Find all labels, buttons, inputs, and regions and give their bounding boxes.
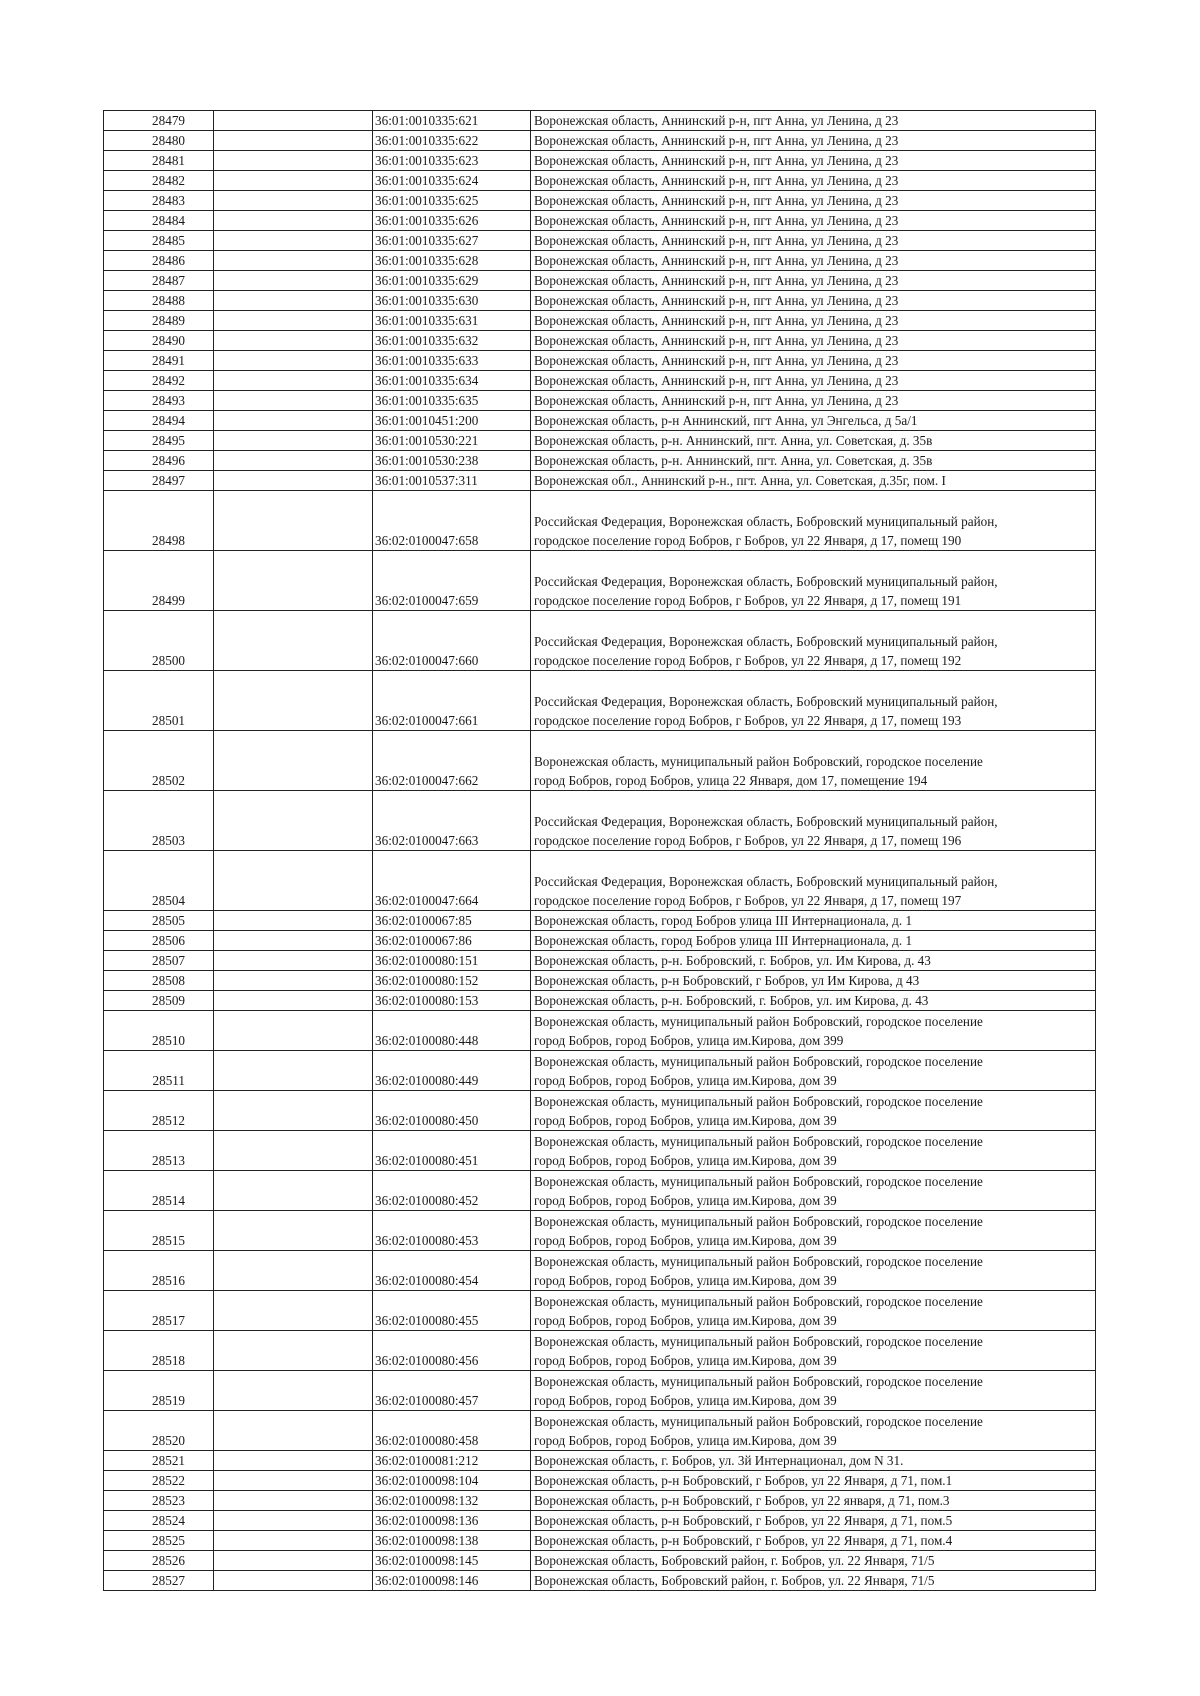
table-row xyxy=(104,1171,1096,1211)
cadastral-number-cell: 36:02:0100080:454 xyxy=(373,1251,531,1291)
cadastral-number-cell: 36:02:0100047:664 xyxy=(373,851,531,911)
empty-cell xyxy=(214,791,373,851)
empty-cell xyxy=(214,671,373,731)
table-row xyxy=(104,1131,1096,1171)
address-cell: Воронежская область, Аннинский р-н, пгт Анна, ул Ленина, д 23 xyxy=(531,151,1096,171)
address-cell: Воронежская область, р-н Бобровский, г Бобров, ул 22 Января, д 71, пом.1 xyxy=(531,1471,1096,1491)
cadastral-number-cell: 36:01:0010335:631 xyxy=(373,311,531,331)
empty-cell xyxy=(214,1451,373,1471)
empty-cell xyxy=(214,1211,373,1251)
empty-cell xyxy=(214,1171,373,1211)
address-cell: Российская Федерация, Воронежская область, Бобровский муниципальный район, городское поселение город Бобров, г Бобров, ул 22 Января, д 17, помещ 197 xyxy=(531,851,1096,911)
record-number-cell: 28520 xyxy=(104,1411,214,1451)
record-number-cell: 28490 xyxy=(104,331,214,351)
address-cell: Воронежская область, р-н. Аннинский, пгт. Анна, ул. Советская, д. 35в xyxy=(531,431,1096,451)
address-cell: Воронежская область, Аннинский р-н, пгт Анна, ул Ленина, д 23 xyxy=(531,131,1096,151)
empty-cell xyxy=(214,551,373,611)
table-row xyxy=(104,1451,1096,1471)
record-number-cell: 28491 xyxy=(104,351,214,371)
record-number-cell: 28501 xyxy=(104,671,214,731)
address-cell: Воронежская область, муниципальный район Бобровский, городское поселение город Бобров, город Бобров, улица им.Кирова, дом 39 xyxy=(531,1211,1096,1251)
address-cell: Воронежская область, муниципальный район Бобровский, городское поселение город Бобров, город Бобров, улица им.Кирова, дом 39 xyxy=(531,1331,1096,1371)
address-cell: Воронежская обл., Аннинский р-н., пгт. Анна, ул. Советская, д.35г, пом. I xyxy=(531,471,1096,491)
address-cell: Российская Федерация, Воронежская область, Бобровский муниципальный район, городское поселение город Бобров, г Бобров, ул 22 Января, д 17, помещ 192 xyxy=(531,611,1096,671)
empty-cell xyxy=(214,111,373,131)
empty-cell xyxy=(214,1551,373,1571)
empty-cell xyxy=(214,1291,373,1331)
empty-cell xyxy=(214,1471,373,1491)
address-cell: Воронежская область, муниципальный район Бобровский, городское поселение город Бобров, город Бобров, улица им.Кирова, дом 39 xyxy=(531,1371,1096,1411)
empty-cell xyxy=(214,131,373,151)
record-number-cell: 28496 xyxy=(104,451,214,471)
table-row xyxy=(104,231,1096,251)
record-number-cell: 28503 xyxy=(104,791,214,851)
empty-cell xyxy=(214,911,373,931)
empty-cell xyxy=(214,1371,373,1411)
registry-table-body xyxy=(104,111,1096,1591)
empty-cell xyxy=(214,1051,373,1091)
table-row xyxy=(104,1051,1096,1091)
record-number-cell: 28517 xyxy=(104,1291,214,1331)
address-cell: Воронежская область, р-н Бобровский, г Бобров, ул 22 Января, д 71, пом.4 xyxy=(531,1531,1096,1551)
cadastral-number-cell: 36:01:0010335:626 xyxy=(373,211,531,231)
table-row xyxy=(104,1211,1096,1251)
address-cell: Воронежская область, Аннинский р-н, пгт Анна, ул Ленина, д 23 xyxy=(531,291,1096,311)
record-number-cell: 28489 xyxy=(104,311,214,331)
address-cell: Воронежская область, муниципальный район Бобровский, городское поселение город Бобров, город Бобров, улица им.Кирова, дом 39 xyxy=(531,1171,1096,1211)
table-row xyxy=(104,851,1096,911)
record-number-cell: 28510 xyxy=(104,1011,214,1051)
table-row xyxy=(104,1091,1096,1131)
address-cell: Воронежская область, муниципальный район Бобровский, городское поселение город Бобров, город Бобров, улица им.Кирова, дом 39 xyxy=(531,1411,1096,1451)
cadastral-number-cell: 36:02:0100098:132 xyxy=(373,1491,531,1511)
empty-cell xyxy=(214,731,373,791)
cadastral-number-cell: 36:02:0100047:661 xyxy=(373,671,531,731)
address-cell: Воронежская область, муниципальный район Бобровский, городское поселение город Бобров, город Бобров, улица им.Кирова, дом 39 xyxy=(531,1251,1096,1291)
table-row xyxy=(104,131,1096,151)
record-number-cell: 28483 xyxy=(104,191,214,211)
property-registry-table xyxy=(103,110,1096,1591)
address-cell: Воронежская область, р-н Бобровский, г Бобров, ул Им Кирова, д 43 xyxy=(531,971,1096,991)
cadastral-number-cell: 36:02:0100080:452 xyxy=(373,1171,531,1211)
empty-cell xyxy=(214,271,373,291)
cadastral-number-cell: 36:02:0100080:458 xyxy=(373,1411,531,1451)
empty-cell xyxy=(214,931,373,951)
cadastral-number-cell: 36:02:0100080:151 xyxy=(373,951,531,971)
cadastral-number-cell: 36:02:0100080:457 xyxy=(373,1371,531,1411)
address-cell: Воронежская область, муниципальный район Бобровский, городское поселение город Бобров, город Бобров, улица им.Кирова, дом 39 xyxy=(531,1131,1096,1171)
table-row xyxy=(104,1531,1096,1551)
record-number-cell: 28522 xyxy=(104,1471,214,1491)
record-number-cell: 28513 xyxy=(104,1131,214,1171)
empty-cell xyxy=(214,991,373,1011)
empty-cell xyxy=(214,331,373,351)
address-cell: Воронежская область, Аннинский р-н, пгт Анна, ул Ленина, д 23 xyxy=(531,191,1096,211)
table-row xyxy=(104,391,1096,411)
empty-cell xyxy=(214,611,373,671)
table-row xyxy=(104,1571,1096,1591)
cadastral-number-cell: 36:01:0010335:628 xyxy=(373,251,531,271)
record-number-cell: 28479 xyxy=(104,111,214,131)
table-row xyxy=(104,731,1096,791)
cadastral-number-cell: 36:01:0010335:632 xyxy=(373,331,531,351)
table-row xyxy=(104,171,1096,191)
record-number-cell: 28499 xyxy=(104,551,214,611)
table-row xyxy=(104,671,1096,731)
record-number-cell: 28507 xyxy=(104,951,214,971)
table-row xyxy=(104,551,1096,611)
table-row xyxy=(104,951,1096,971)
record-number-cell: 28487 xyxy=(104,271,214,291)
table-row xyxy=(104,611,1096,671)
empty-cell xyxy=(214,471,373,491)
table-row xyxy=(104,191,1096,211)
table-row xyxy=(104,431,1096,451)
address-cell: Воронежская область, Бобровский район, г. Бобров, ул. 22 Января, 71/5 xyxy=(531,1571,1096,1591)
table-row xyxy=(104,251,1096,271)
record-number-cell: 28497 xyxy=(104,471,214,491)
cadastral-number-cell: 36:01:0010530:221 xyxy=(373,431,531,451)
cadastral-number-cell: 36:02:0100098:145 xyxy=(373,1551,531,1571)
record-number-cell: 28523 xyxy=(104,1491,214,1511)
table-row xyxy=(104,311,1096,331)
address-cell: Воронежская область, муниципальный район Бобровский, городское поселение город Бобров, город Бобров, улица 22 Января, дом 17, помещение 194 xyxy=(531,731,1096,791)
address-cell: Воронежская область, Аннинский р-н, пгт Анна, ул Ленина, д 23 xyxy=(531,171,1096,191)
record-number-cell: 28504 xyxy=(104,851,214,911)
address-cell: Российская Федерация, Воронежская область, Бобровский муниципальный район, городское поселение город Бобров, г Бобров, ул 22 Января, д 17, помещ 196 xyxy=(531,791,1096,851)
empty-cell xyxy=(214,351,373,371)
empty-cell xyxy=(214,1091,373,1131)
record-number-cell: 28512 xyxy=(104,1091,214,1131)
table-row xyxy=(104,1371,1096,1411)
record-number-cell: 28527 xyxy=(104,1571,214,1591)
record-number-cell: 28521 xyxy=(104,1451,214,1471)
table-row xyxy=(104,1011,1096,1051)
table-row xyxy=(104,291,1096,311)
record-number-cell: 28500 xyxy=(104,611,214,671)
record-number-cell: 28511 xyxy=(104,1051,214,1091)
address-cell: Воронежская область, р-н Бобровский, г Бобров, ул 22 Января, д 71, пом.5 xyxy=(531,1511,1096,1531)
address-cell: Воронежская область, р-н. Бобровский, г. Бобров, ул. им Кирова, д. 43 xyxy=(531,991,1096,1011)
cadastral-number-cell: 36:01:0010335:627 xyxy=(373,231,531,251)
cadastral-number-cell: 36:01:0010335:630 xyxy=(373,291,531,311)
record-number-cell: 28505 xyxy=(104,911,214,931)
cadastral-number-cell: 36:01:0010335:633 xyxy=(373,351,531,371)
empty-cell xyxy=(214,1571,373,1591)
cadastral-number-cell: 36:01:0010335:634 xyxy=(373,371,531,391)
cadastral-number-cell: 36:02:0100080:153 xyxy=(373,991,531,1011)
record-number-cell: 28506 xyxy=(104,931,214,951)
record-number-cell: 28525 xyxy=(104,1531,214,1551)
address-cell: Воронежская область, муниципальный район Бобровский, городское поселение город Бобров, город Бобров, улица им.Кирова, дом 39 xyxy=(531,1291,1096,1331)
address-cell: Воронежская область, Аннинский р-н, пгт Анна, ул Ленина, д 23 xyxy=(531,231,1096,251)
empty-cell xyxy=(214,311,373,331)
address-cell: Воронежская область, Аннинский р-н, пгт Анна, ул Ленина, д 23 xyxy=(531,251,1096,271)
record-number-cell: 28485 xyxy=(104,231,214,251)
empty-cell xyxy=(214,371,373,391)
table-row xyxy=(104,1511,1096,1531)
cadastral-number-cell: 36:01:0010335:621 xyxy=(373,111,531,131)
address-cell: Воронежская область, р-н Бобровский, г Бобров, ул 22 января, д 71, пом.3 xyxy=(531,1491,1096,1511)
empty-cell xyxy=(214,971,373,991)
cadastral-number-cell: 36:02:0100080:450 xyxy=(373,1091,531,1131)
cadastral-number-cell: 36:02:0100080:455 xyxy=(373,1291,531,1331)
address-cell: Воронежская область, Аннинский р-н, пгт Анна, ул Ленина, д 23 xyxy=(531,371,1096,391)
address-cell: Воронежская область, Аннинский р-н, пгт Анна, ул Ленина, д 23 xyxy=(531,111,1096,131)
address-cell: Воронежская область, Аннинский р-н, пгт Анна, ул Ленина, д 23 xyxy=(531,311,1096,331)
address-cell: Воронежская область, муниципальный район Бобровский, городское поселение город Бобров, город Бобров, улица им.Кирова, дом 399 xyxy=(531,1011,1096,1051)
table-row xyxy=(104,1551,1096,1571)
cadastral-number-cell: 36:02:0100047:660 xyxy=(373,611,531,671)
table-row xyxy=(104,491,1096,551)
table-row xyxy=(104,971,1096,991)
record-number-cell: 28498 xyxy=(104,491,214,551)
record-number-cell: 28486 xyxy=(104,251,214,271)
table-row xyxy=(104,791,1096,851)
empty-cell xyxy=(214,1251,373,1291)
empty-cell xyxy=(214,851,373,911)
cadastral-number-cell: 36:02:0100080:453 xyxy=(373,1211,531,1251)
empty-cell xyxy=(214,451,373,471)
address-cell: Воронежская область, город Бобров улица III Интернационала, д. 1 xyxy=(531,931,1096,951)
empty-cell xyxy=(214,211,373,231)
table-row xyxy=(104,371,1096,391)
record-number-cell: 28493 xyxy=(104,391,214,411)
cadastral-number-cell: 36:02:0100098:146 xyxy=(373,1571,531,1591)
table-row xyxy=(104,1251,1096,1291)
record-number-cell: 28482 xyxy=(104,171,214,191)
record-number-cell: 28524 xyxy=(104,1511,214,1531)
record-number-cell: 28508 xyxy=(104,971,214,991)
cadastral-number-cell: 36:02:0100067:86 xyxy=(373,931,531,951)
empty-cell xyxy=(214,1131,373,1171)
empty-cell xyxy=(214,291,373,311)
empty-cell xyxy=(214,1491,373,1511)
empty-cell xyxy=(214,1531,373,1551)
empty-cell xyxy=(214,491,373,551)
address-cell: Воронежская область, Аннинский р-н, пгт Анна, ул Ленина, д 23 xyxy=(531,271,1096,291)
table-row xyxy=(104,991,1096,1011)
record-number-cell: 28515 xyxy=(104,1211,214,1251)
address-cell: Воронежская область, Бобровский район, г. Бобров, ул. 22 Января, 71/5 xyxy=(531,1551,1096,1571)
record-number-cell: 28481 xyxy=(104,151,214,171)
empty-cell xyxy=(214,151,373,171)
cadastral-number-cell: 36:01:0010335:624 xyxy=(373,171,531,191)
cadastral-number-cell: 36:02:0100047:658 xyxy=(373,491,531,551)
record-number-cell: 28514 xyxy=(104,1171,214,1211)
cadastral-number-cell: 36:02:0100080:456 xyxy=(373,1331,531,1371)
cadastral-number-cell: 36:01:0010530:238 xyxy=(373,451,531,471)
table-row xyxy=(104,1411,1096,1451)
cadastral-number-cell: 36:01:0010335:629 xyxy=(373,271,531,291)
cadastral-number-cell: 36:01:0010451:200 xyxy=(373,411,531,431)
table-row xyxy=(104,931,1096,951)
table-row xyxy=(104,1491,1096,1511)
record-number-cell: 28488 xyxy=(104,291,214,311)
cadastral-number-cell: 36:02:0100047:659 xyxy=(373,551,531,611)
cadastral-number-cell: 36:01:0010335:625 xyxy=(373,191,531,211)
cadastral-number-cell: 36:02:0100080:449 xyxy=(373,1051,531,1091)
empty-cell xyxy=(214,1511,373,1531)
record-number-cell: 28502 xyxy=(104,731,214,791)
table-row xyxy=(104,911,1096,931)
record-number-cell: 28495 xyxy=(104,431,214,451)
address-cell: Воронежская область, Аннинский р-н, пгт Анна, ул Ленина, д 23 xyxy=(531,331,1096,351)
record-number-cell: 28518 xyxy=(104,1331,214,1371)
empty-cell xyxy=(214,391,373,411)
cadastral-number-cell: 36:02:0100080:451 xyxy=(373,1131,531,1171)
empty-cell xyxy=(214,251,373,271)
record-number-cell: 28509 xyxy=(104,991,214,1011)
table-row xyxy=(104,151,1096,171)
address-cell: Российская Федерация, Воронежская область, Бобровский муниципальный район, городское поселение город Бобров, г Бобров, ул 22 Января, д 17, помещ 193 xyxy=(531,671,1096,731)
table-row xyxy=(104,451,1096,471)
record-number-cell: 28484 xyxy=(104,211,214,231)
table-row xyxy=(104,331,1096,351)
empty-cell xyxy=(214,1331,373,1371)
address-cell: Воронежская область, муниципальный район Бобровский, городское поселение город Бобров, город Бобров, улица им.Кирова, дом 39 xyxy=(531,1091,1096,1131)
cadastral-number-cell: 36:01:0010335:622 xyxy=(373,131,531,151)
cadastral-number-cell: 36:02:0100098:138 xyxy=(373,1531,531,1551)
table-row xyxy=(104,1471,1096,1491)
table-row xyxy=(104,411,1096,431)
address-cell: Воронежская область, Аннинский р-н, пгт Анна, ул Ленина, д 23 xyxy=(531,391,1096,411)
table-row xyxy=(104,471,1096,491)
empty-cell xyxy=(214,191,373,211)
address-cell: Воронежская область, муниципальный район Бобровский, городское поселение город Бобров, город Бобров, улица им.Кирова, дом 39 xyxy=(531,1051,1096,1091)
address-cell: Воронежская область, Аннинский р-н, пгт Анна, ул Ленина, д 23 xyxy=(531,211,1096,231)
cadastral-number-cell: 36:02:0100098:104 xyxy=(373,1471,531,1491)
cadastral-number-cell: 36:02:0100081:212 xyxy=(373,1451,531,1471)
address-cell: Воронежская область, город Бобров улица III Интернационала, д. 1 xyxy=(531,911,1096,931)
cadastral-number-cell: 36:02:0100067:85 xyxy=(373,911,531,931)
record-number-cell: 28519 xyxy=(104,1371,214,1411)
address-cell: Российская Федерация, Воронежская область, Бобровский муниципальный район, городское поселение город Бобров, г Бобров, ул 22 Января, д 17, помещ 190 xyxy=(531,491,1096,551)
address-cell: Воронежская область, г. Бобров, ул. 3й Интернационал, дом N 31. xyxy=(531,1451,1096,1471)
cadastral-number-cell: 36:02:0100080:448 xyxy=(373,1011,531,1051)
table-row xyxy=(104,271,1096,291)
empty-cell xyxy=(214,411,373,431)
empty-cell xyxy=(214,231,373,251)
record-number-cell: 28516 xyxy=(104,1251,214,1291)
cadastral-number-cell: 36:02:0100047:663 xyxy=(373,791,531,851)
empty-cell xyxy=(214,431,373,451)
address-cell: Российская Федерация, Воронежская область, Бобровский муниципальный район, городское поселение город Бобров, г Бобров, ул 22 Января, д 17, помещ 191 xyxy=(531,551,1096,611)
cadastral-number-cell: 36:02:0100047:662 xyxy=(373,731,531,791)
table-row xyxy=(104,1331,1096,1371)
table-row xyxy=(104,351,1096,371)
cadastral-number-cell: 36:01:0010537:311 xyxy=(373,471,531,491)
record-number-cell: 28494 xyxy=(104,411,214,431)
address-cell: Воронежская область, р-н. Бобровский, г. Бобров, ул. Им Кирова, д. 43 xyxy=(531,951,1096,971)
address-cell: Воронежская область, р-н. Аннинский, пгт. Анна, ул. Советская, д. 35в xyxy=(531,451,1096,471)
empty-cell xyxy=(214,1011,373,1051)
address-cell: Воронежская область, Аннинский р-н, пгт Анна, ул Ленина, д 23 xyxy=(531,351,1096,371)
cadastral-number-cell: 36:02:0100098:136 xyxy=(373,1511,531,1531)
cadastral-number-cell: 36:01:0010335:635 xyxy=(373,391,531,411)
address-cell: Воронежская область, р-н Аннинский, пгт Анна, ул Энгельса, д 5а/1 xyxy=(531,411,1096,431)
table-row xyxy=(104,211,1096,231)
cadastral-number-cell: 36:01:0010335:623 xyxy=(373,151,531,171)
record-number-cell: 28526 xyxy=(104,1551,214,1571)
cadastral-number-cell: 36:02:0100080:152 xyxy=(373,971,531,991)
record-number-cell: 28492 xyxy=(104,371,214,391)
record-number-cell: 28480 xyxy=(104,131,214,151)
table-row xyxy=(104,111,1096,131)
empty-cell xyxy=(214,951,373,971)
empty-cell xyxy=(214,171,373,191)
table-row xyxy=(104,1291,1096,1331)
empty-cell xyxy=(214,1411,373,1451)
